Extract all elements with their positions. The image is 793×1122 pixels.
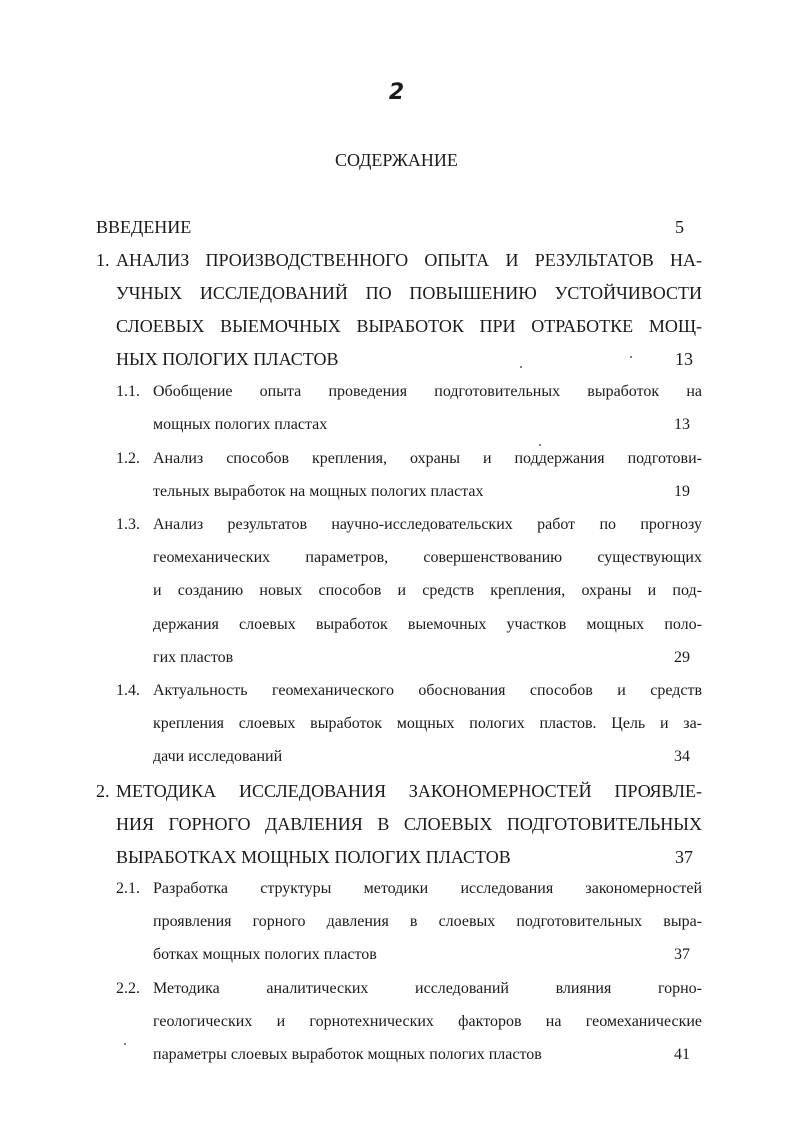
- toc-ch2-line-3: ВЫРАБОТКАХ МОЩНЫХ ПОЛОГИХ ПЛАСТОВ: [116, 847, 511, 867]
- toc-s22-line-2: геологических и горнотехнических факторов на геомеханические: [153, 1013, 702, 1030]
- scan-speck: [630, 356, 632, 358]
- toc-s11-number: 1.1.: [116, 383, 140, 400]
- toc-s22-number: 2.2.: [116, 980, 140, 997]
- scan-speck: [124, 1043, 126, 1045]
- toc-s14-line-3: дачи исследований: [153, 748, 283, 765]
- toc-s12-line-2: тельных выработок на мощных пологих пластах: [153, 483, 484, 500]
- toc-s21-line-3: ботках мощных пологих пластов: [153, 946, 377, 963]
- toc-intro-page: 5: [675, 217, 684, 237]
- toc-ch1-line-1: АНАЛИЗ ПРОИЗВОДСТВЕННОГО ОПЫТА И РЕЗУЛЬТАТОВ НА-: [116, 250, 702, 270]
- toc-s22-page: 41: [674, 1046, 690, 1063]
- toc-s12-number: 1.2.: [116, 450, 140, 467]
- toc-intro-title: ВВЕДЕНИЕ: [96, 217, 192, 237]
- toc-s21-number: 2.1.: [116, 880, 140, 897]
- toc-s13-line-4: держания слоевых выработок выемочных участков мощных поло-: [153, 616, 702, 633]
- toc-ch1-number: 1.: [96, 250, 110, 270]
- toc-s14-line-1: Актуальность геомеханического обоснования способов и средств: [153, 682, 702, 699]
- toc-s13-line-5: гих пластов: [153, 649, 234, 666]
- toc-s13-line-2: геомеханических параметров, совершенствованию существующих: [153, 549, 702, 566]
- toc-s11-line-2: мощных пологих пластах: [153, 416, 328, 433]
- toc-s13-number: 1.3.: [116, 516, 140, 533]
- toc-s22-line-3: параметры слоевых выработок мощных пологих пластов: [153, 1046, 542, 1063]
- toc-ch2-line-1: МЕТОДИКА ИССЛЕДОВАНИЯ ЗАКОНОМЕРНОСТЕЙ ПРОЯВЛЕ-: [116, 781, 702, 801]
- toc-s12-line-1: Анализ способов крепления, охраны и поддержания подготови-: [153, 450, 702, 467]
- toc-ch2-line-2: НИЯ ГОРНОГО ДАВЛЕНИЯ В СЛОЕВЫХ ПОДГОТОВИТЕЛЬНЫХ: [116, 814, 702, 834]
- toc-s21-line-2: проявления горного давления в слоевых подготовительных выра-: [153, 913, 702, 930]
- toc-s13-line-1: Анализ результатов научно-исследовательских работ по прогнозу: [153, 516, 702, 533]
- toc-s14-number: 1.4.: [116, 682, 140, 699]
- toc-s22-line-1: Методика аналитических исследований влияния горно-: [153, 980, 702, 997]
- toc-ch1-line-2: УЧНЫХ ИССЛЕДОВАНИЙ ПО ПОВЫШЕНИЮ УСТОЙЧИВОСТИ: [116, 283, 702, 303]
- toc-s11-line-1: Обобщение опыта проведения подготовительных выработок на: [153, 383, 702, 400]
- toc-ch1-page: 13: [675, 349, 693, 369]
- toc-ch2-page: 37: [675, 847, 693, 867]
- toc-s13-line-3: и созданию новых способов и средств крепления, охраны и под-: [153, 582, 702, 599]
- toc-s13-page: 29: [674, 649, 690, 666]
- toc-s14-page: 34: [674, 748, 690, 765]
- toc-s11-page: 13: [674, 416, 690, 433]
- scan-speck: [520, 366, 522, 368]
- toc-s21-line-1: Разработка структуры методики исследования закономерностей: [153, 880, 702, 897]
- scan-speck: [539, 444, 541, 446]
- toc-ch1-line-4: НЫХ ПОЛОГИХ ПЛАСТОВ: [116, 349, 339, 369]
- toc-s14-line-2: крепления слоевых выработок мощных пологих пластов. Цель и за-: [153, 715, 702, 732]
- toc-ch2-number: 2.: [96, 781, 110, 801]
- toc-s21-page: 37: [674, 946, 690, 963]
- page-title: СОДЕРЖАНИЕ: [335, 150, 458, 170]
- page-number: 2: [388, 80, 405, 105]
- toc-ch1-line-3: СЛОЕВЫХ ВЫЕМОЧНЫХ ВЫРАБОТОК ПРИ ОТРАБОТКЕ МОЩ-: [116, 316, 702, 336]
- toc-s12-page: 19: [674, 483, 690, 500]
